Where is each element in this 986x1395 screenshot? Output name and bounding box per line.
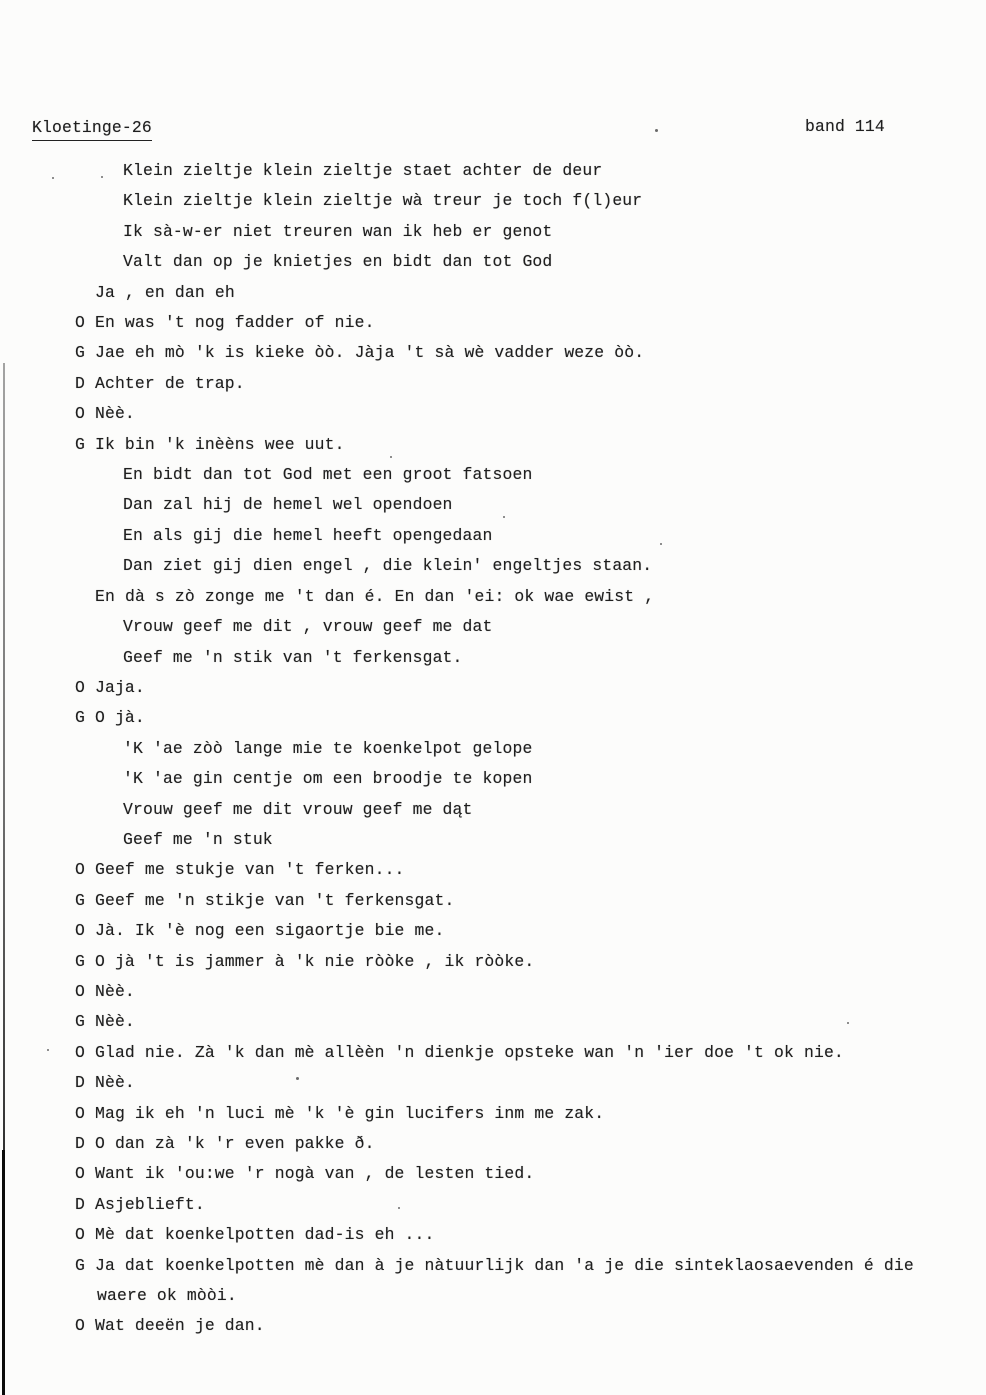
- transcript-line: Geef me 'n stik van 't ferkensgat.: [123, 647, 463, 667]
- transcript-line: O Glad nie. Zà 'k dan mè allèèn 'n dienkje opsteke wan 'n 'ier doe 't ok nie.: [75, 1042, 844, 1062]
- band-label: band 114: [805, 117, 885, 136]
- transcript-line: D Nèè.: [75, 1073, 135, 1093]
- transcript-line: D Asjeblieft.: [75, 1194, 205, 1214]
- transcript-line: Dan ziet gij dien engel , die klein' engeltjes staan.: [123, 556, 653, 576]
- transcript-line: O Mag ik eh 'n luci mè 'k 'è gin lucifers inm me zak.: [75, 1103, 605, 1123]
- transcript-line: 'K 'ae gin centje om een broodje te kopen: [123, 769, 533, 789]
- transcript-line: O Nèè.: [75, 981, 135, 1001]
- transcript-line: O Geef me stukje van 't ferken...: [75, 860, 405, 880]
- transcript-line: O Jaja.: [75, 677, 145, 697]
- transcript-line: Valt dan op je knietjes en bidt dan tot God: [123, 252, 553, 272]
- transcript-line: D O dan zà 'k 'r even pakke ð.: [75, 1134, 375, 1153]
- transcript-line: Klein zieltje klein zieltje wà treur je toch f(l)eur: [123, 191, 643, 211]
- page-title: Kloetinge-26: [32, 118, 152, 141]
- transcript-line: O En was 't nog fadder of nie.: [75, 313, 375, 333]
- transcript-line: Ja , en dan eh: [95, 282, 235, 302]
- transcript-line: G O jà.: [75, 708, 145, 728]
- transcript-line: Dan zal hij de hemel wel opendoen: [123, 495, 453, 515]
- transcript-line: Vrouw geef me dit , vrouw geef me dat: [123, 617, 493, 637]
- transcript-line: O Want ik 'ou:we 'r nogà van , de lesten tied.: [75, 1164, 535, 1184]
- transcript-line: 'K 'ae zòò lange mie te koenkelpot gelope: [123, 738, 533, 758]
- transcript-line: waere ok mòòi.: [97, 1286, 237, 1306]
- transcript-line: Vrouw geef me dit vrouw geef me dąt: [123, 799, 473, 819]
- transcript-line: D Achter de trap.: [75, 373, 245, 393]
- transcript-line: O Nèè.: [75, 404, 135, 424]
- transcript-line: G Nèè.: [75, 1012, 135, 1032]
- transcript-line: En als gij die hemel heeft opengedaan: [123, 525, 493, 545]
- transcript: [0, 156, 986, 1342]
- transcript-line: G Ik bin 'k inèèns wee uut.: [75, 434, 345, 454]
- transcript-line: G O jà 't is jammer à 'k nie ròòke , ik ròòke.: [75, 951, 535, 971]
- transcript-line: Klein zieltje klein zieltje staet achter de deur: [123, 161, 603, 180]
- transcript-line: Geef me 'n stuk: [123, 829, 273, 849]
- transcript-line: G Ja dat koenkelpotten mè dan à je nàtuurlijk dan 'a je die sinteklaosaevenden é die: [75, 1255, 914, 1275]
- scan-speck: [655, 129, 658, 132]
- transcript-line: Ik sà-w-er niet treuren wan ik heb er genot: [123, 221, 553, 241]
- transcript-line: En bidt dan tot God met een groot fatsoen: [123, 465, 533, 485]
- transcript-line: G Jae eh mò 'k is kieke òò. Jàja 't sà wè vadder weze òò.: [75, 343, 645, 363]
- transcript-line: G Geef me 'n stikje van 't ferkensgat.: [75, 890, 455, 910]
- transcript-line: En dà s zò zonge me 't dan é. En dan 'ei: ok wae ewist ,: [95, 586, 655, 606]
- transcript-line: O Jà. Ik 'è nog een sigaortje bie me.: [75, 921, 445, 941]
- transcript-line: O Mè dat koenkelpotten dad-is eh ...: [75, 1225, 435, 1245]
- transcript-line: O Wat deeën je dan.: [75, 1316, 265, 1336]
